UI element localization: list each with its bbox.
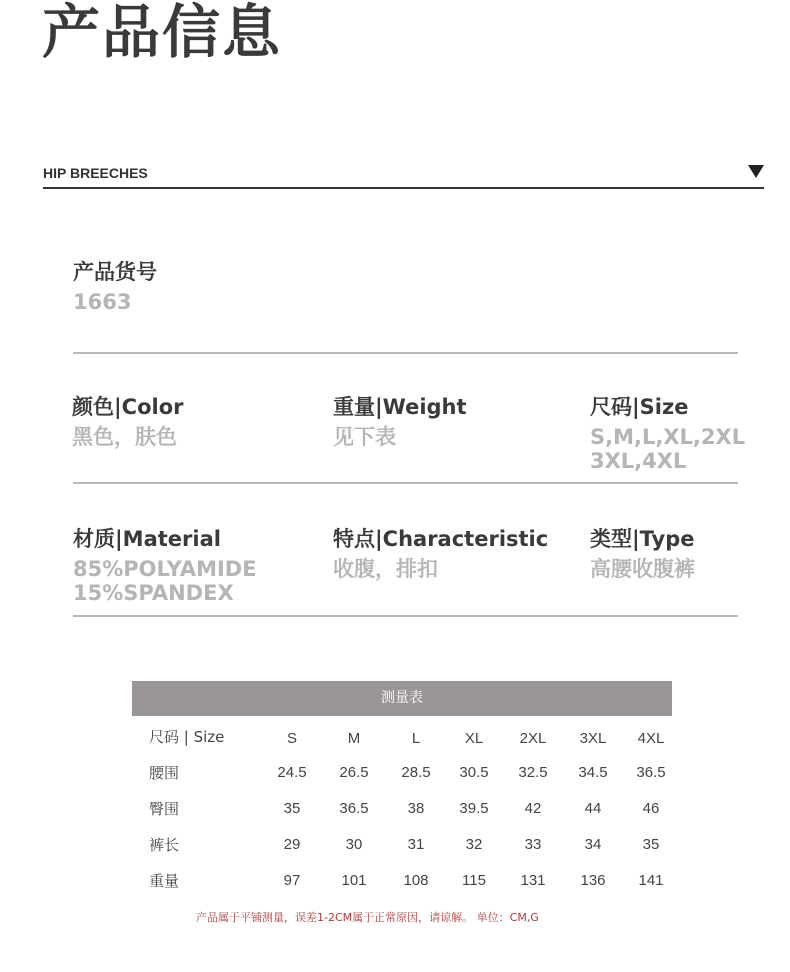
table-cell: 97: [283, 872, 301, 889]
size-chart-title: 测量表: [132, 681, 672, 716]
size-header-cell: M: [347, 730, 361, 747]
page-title: 产品信息: [42, 0, 283, 66]
type-field: [590, 525, 695, 581]
material-label: 材质|Material: [73, 527, 221, 551]
row-label: 重量: [149, 872, 180, 890]
table-cell: 32: [465, 836, 483, 853]
table-cell: 131: [520, 872, 546, 889]
triangle-down-icon[interactable]: [748, 165, 764, 178]
size-value-line: S,M,L,XL,2XL: [590, 425, 746, 449]
table-row: [132, 758, 672, 794]
table-cell: 101: [341, 872, 367, 889]
table-cell: 39.5: [459, 800, 489, 817]
size-header-cell: S: [286, 730, 297, 747]
product-code-label: 产品货号: [73, 260, 157, 284]
table-cell: 34.5: [578, 764, 608, 781]
characteristic-value: 收腹，排扣: [333, 557, 438, 581]
table-cell: 31: [407, 836, 425, 853]
product-code-value: 1663: [73, 290, 132, 314]
weight-label: 重量|Weight: [333, 395, 467, 419]
table-row: [132, 866, 672, 902]
measurement-footnote: 产品属于平铺测量，误差1-2CM属于正常原因，请谅解。 单位：CM,G: [196, 911, 539, 924]
table-cell: 44: [584, 800, 602, 817]
table-cell: 35: [283, 800, 301, 817]
size-header-cell: L: [411, 730, 421, 747]
material-value: [73, 557, 257, 605]
table-cell: 34: [584, 836, 602, 853]
table-cell: 24.5: [277, 764, 307, 781]
table-cell: 46: [642, 800, 660, 817]
size-header-cell: XL: [464, 730, 484, 747]
table-cell: 29: [283, 836, 301, 853]
row-label: 腰围: [149, 764, 180, 782]
table-row: [132, 794, 672, 830]
characteristic-label: 特点|Characteristic: [333, 527, 549, 551]
section-header[interactable]: [43, 163, 764, 189]
size-value: [590, 425, 745, 473]
table-cell: 36.5: [339, 800, 369, 817]
table-cell: 136: [580, 872, 606, 889]
material-value-line: 85%POLYAMIDE: [73, 557, 257, 581]
table-cell: 35: [642, 836, 660, 853]
divider: [73, 352, 738, 354]
weight-value: 见下表: [333, 425, 396, 449]
table-cell: 30.5: [459, 764, 489, 781]
size-value-line: 3XL,4XL: [590, 449, 687, 473]
table-cell: 108: [403, 872, 429, 889]
table-cell: 36.5: [636, 764, 666, 781]
table-cell: 28.5: [401, 764, 431, 781]
weight-field: [333, 393, 467, 449]
table-cell: 42: [524, 800, 542, 817]
characteristic-field: [333, 525, 548, 581]
color-field: [72, 393, 184, 449]
color-label: 颜色|Color: [72, 395, 184, 419]
table-cell: 141: [638, 872, 664, 889]
product-code-field: [73, 258, 157, 314]
table-cell: 115: [462, 872, 486, 889]
size-field: [590, 393, 745, 473]
table-cell: 30: [345, 836, 363, 853]
size-header-label: 尺码 | Size: [149, 728, 225, 746]
row-label: 裤长: [149, 836, 180, 854]
divider: [73, 482, 738, 484]
color-value: 黑色，肤色: [72, 425, 177, 449]
size-header-row: [132, 722, 672, 758]
size-label: 尺码|Size: [590, 395, 689, 419]
size-chart: [132, 722, 672, 902]
type-label: 类型|Type: [590, 527, 695, 551]
material-field: [73, 525, 257, 605]
table-cell: 32.5: [518, 764, 548, 781]
size-header-cell: 3XL: [579, 730, 607, 747]
divider: [73, 615, 738, 617]
table-cell: 26.5: [339, 764, 369, 781]
material-value-line: 15%SPANDEX: [73, 581, 234, 605]
size-header-cell: 4XL: [637, 730, 665, 747]
table-row: [132, 830, 672, 866]
section-label: HIP BREECHES: [43, 165, 148, 181]
type-value: 高腰收腹裤: [590, 557, 695, 581]
size-header-cell: 2XL: [519, 730, 547, 747]
table-cell: 33: [524, 836, 542, 853]
table-cell: 38: [407, 800, 425, 817]
row-label: 臀围: [149, 800, 180, 818]
